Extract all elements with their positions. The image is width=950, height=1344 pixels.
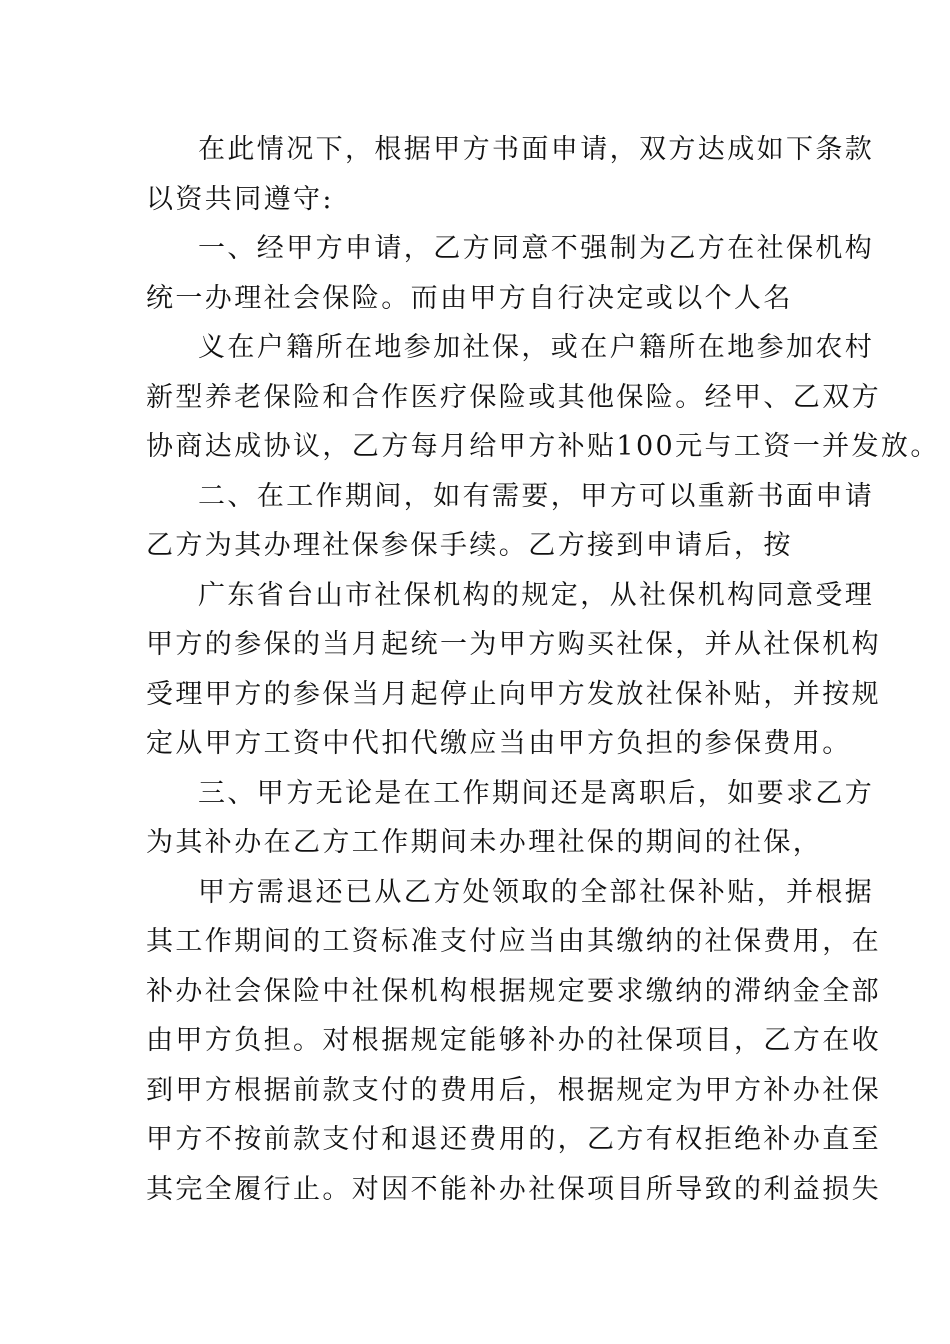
paragraph-line: 新型养老保险和合作医疗保险或其他保险。经甲、乙双方 bbox=[146, 381, 881, 413]
paragraph-line: 其工作期间的工资标准支付应当由其缴纳的社保费用，在 bbox=[146, 926, 881, 957]
paragraph-line: 乙方为其办理社保参保手续。乙方接到申请后，按 bbox=[146, 530, 793, 561]
paragraph-line: 补办社会保险中社保机构根据规定要求缴纳的滞纳金全部 bbox=[146, 975, 881, 1007]
paragraph-line: 甲方的参保的当月起统一为甲方购买社保，并从社保机构 bbox=[146, 629, 881, 660]
paragraph-line: 为其补办在乙方工作期间未办理社保的期间的社保， bbox=[146, 827, 823, 858]
document-body bbox=[0, 125, 950, 1214]
paragraph-line: 定从甲方工资中代扣代缴应当由甲方负担的参保费用。 bbox=[146, 728, 852, 759]
paragraph-line: 一、经甲方申请，乙方同意不强制为乙方在社保机构 bbox=[198, 233, 875, 264]
paragraph-line: 广东省台山市社保机构的规定，从社保机构同意受理 bbox=[198, 579, 875, 611]
paragraph-line: 以资共同遵守: bbox=[146, 183, 334, 215]
paragraph-line: 甲方不按前款支付和退还费用的，乙方有权拒绝补办直至 bbox=[146, 1124, 881, 1155]
paragraph-line: 在此情况下，根据甲方书面申请，双方达成如下条款 bbox=[198, 134, 875, 165]
paragraph-line: 二、在工作期间，如有需要，甲方可以重新书面申请 bbox=[198, 480, 875, 512]
paragraph-line: 到甲方根据前款支付的费用后，根据规定为甲方补办社保 bbox=[146, 1074, 881, 1106]
paragraph-line: 由甲方负担。对根据规定能够补办的社保项目，乙方在收 bbox=[146, 1025, 881, 1056]
paragraph-line: 统一办理社会保险。而由甲方自行决定或以个人名 bbox=[146, 282, 793, 314]
paragraph-line: 三、甲方无论是在工作期间还是离职后，如要求乙方 bbox=[198, 777, 875, 809]
paragraph-line: 协商达成协议，乙方每月给甲方补贴100元与工资一并发放。 bbox=[146, 431, 940, 462]
paragraph-line: 甲方需退还已从乙方处领取的全部社保补贴，并根据 bbox=[198, 876, 875, 908]
paragraph-line: 义在户籍所在地参加社保，或在户籍所在地参加农村 bbox=[198, 332, 875, 363]
paragraph-line: 其完全履行止。对因不能补办社保项目所导致的利益损失 bbox=[146, 1173, 881, 1205]
paragraph-line: 受理甲方的参保当月起停止向甲方发放社保补贴，并按规 bbox=[146, 678, 881, 710]
